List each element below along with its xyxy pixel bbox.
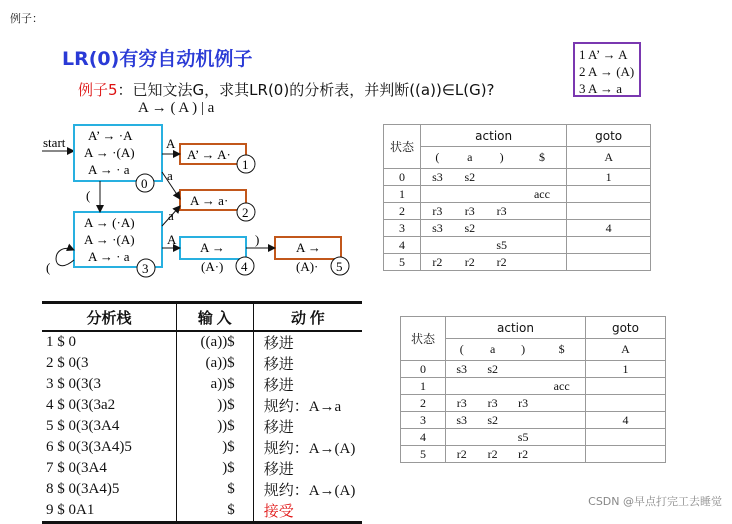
action-cell (538, 395, 585, 412)
action-cell: r2 (487, 446, 498, 461)
action-cell (454, 237, 486, 254)
action-cell (508, 361, 538, 378)
action-cell: 移进 (263, 357, 294, 373)
action-header: action (421, 125, 567, 147)
state-cell: 4 (384, 237, 421, 254)
analysis-row (42, 479, 362, 500)
input-cell: ((a))$ (176, 331, 253, 353)
edge-3-3-loop (56, 248, 74, 265)
action-cell: r2 (464, 254, 475, 269)
state-0-number: 0 (141, 176, 148, 191)
state-0-item-2: A → ·(A) (84, 145, 135, 160)
action-cell: 规约：A→(A) (263, 441, 356, 457)
grammar-rules-box (573, 42, 641, 97)
state-3-item-2: A → ·(A) (84, 232, 135, 247)
parse-table-row (384, 169, 651, 186)
parse-table-top (383, 124, 651, 271)
state-header: 状态 (401, 317, 446, 361)
action-cell: r3 (496, 203, 507, 218)
action-cell (421, 237, 454, 254)
state-4 (180, 237, 254, 275)
goto-cell: 4 (605, 220, 612, 235)
symbol-header: ) (499, 150, 504, 164)
input-cell: $ (176, 500, 253, 523)
action-cell: r2 (456, 446, 467, 461)
parse-table-row (384, 220, 651, 237)
goto-cell (567, 254, 651, 271)
edge-label-close-4-5: ) (255, 232, 260, 247)
action-cell: acc (518, 186, 567, 203)
action-cell (518, 169, 567, 186)
symbol-header: ( (459, 342, 464, 356)
state-4-number: 4 (241, 259, 248, 274)
action-cell (486, 169, 518, 186)
analysis-row (42, 458, 362, 479)
goto-header: goto (585, 317, 665, 339)
state-cell: 4 (401, 429, 446, 446)
goto-cell: 4 (622, 412, 629, 427)
edge-label-a-3-2: a (168, 208, 174, 223)
goto-cell (585, 378, 665, 395)
state-3-item-1: A → (·A) (84, 215, 135, 230)
example-statement (78, 79, 495, 100)
analysis-row (42, 353, 362, 374)
action-cell (477, 429, 507, 446)
action-cell: 规约：A→a (263, 399, 342, 415)
state-1 (180, 144, 255, 173)
action-cell (454, 186, 486, 203)
action-cell (518, 220, 567, 237)
parse-table-row (401, 412, 666, 429)
action-cell: r2 (518, 446, 529, 461)
action-cell: acc (538, 378, 585, 395)
action-cell: 移进 (263, 462, 294, 478)
symbol-header: $ (518, 147, 567, 169)
action-cell (508, 378, 538, 395)
state-cell: 0 (384, 169, 421, 186)
state-cell: 1 (401, 378, 446, 395)
action-cell: s3 (456, 361, 468, 376)
stack-cell: 6 $ 0(3(3A4)5 (42, 437, 176, 458)
rule-2: 2 A → (A) (579, 64, 635, 79)
state-cell: 1 (384, 186, 421, 203)
symbol-header: ( (435, 150, 440, 164)
state-cell: 2 (401, 395, 446, 412)
input-cell: ))$ (176, 416, 253, 437)
action-cell: r3 (464, 203, 475, 218)
state-2 (180, 190, 255, 221)
stack-cell: 1 $ 0 (42, 331, 176, 353)
action-cell (477, 378, 507, 395)
watermark: CSDN @早点打完工去睡觉 (588, 495, 722, 508)
parse-table-row (384, 203, 651, 220)
symbol-header: a (467, 150, 473, 164)
action-cell: 移进 (263, 378, 294, 394)
edge-label-A-3-4: A (167, 232, 177, 247)
edge-label-paren-0-3: ( (86, 188, 91, 203)
parse-table-row (401, 395, 666, 412)
parse-table-row (401, 429, 666, 446)
parse-table-row (401, 378, 666, 395)
state-0 (74, 125, 162, 192)
state-5-item-2: (A)· (296, 259, 319, 274)
input-cell: $ (176, 479, 253, 500)
state-0-item-3: A → · a (88, 162, 130, 177)
input-cell: a))$ (176, 374, 253, 395)
state-5-item-1: A → (296, 240, 321, 255)
stack-cell: 4 $ 0(3(3a2 (42, 395, 176, 416)
parse-table-row (384, 254, 651, 271)
action-cell: s2 (487, 412, 498, 427)
action-cell: r3 (487, 395, 498, 410)
action-cell: s5 (517, 429, 529, 444)
action-cell: 移进 (263, 420, 294, 436)
input-cell: )$ (176, 437, 253, 458)
goto-cell (585, 429, 665, 446)
state-cell: 3 (401, 412, 446, 429)
goto-cell (585, 395, 665, 412)
action-cell: r3 (456, 395, 467, 410)
action-cell (446, 378, 478, 395)
input-cell: )$ (176, 458, 253, 479)
edge-label-A-0-1: A (166, 136, 176, 151)
action-cell: s3 (432, 220, 443, 235)
goto-cell (567, 203, 651, 220)
stack-cell: 5 $ 0(3(3A4 (42, 416, 176, 437)
state-cell: 3 (384, 220, 421, 237)
symbol-header: a (489, 342, 496, 356)
action-cell (518, 254, 567, 271)
analysis-row (42, 500, 362, 523)
action-cell (486, 220, 518, 237)
action-cell (446, 429, 478, 446)
action-cell: s2 (487, 361, 498, 376)
state-1-number: 1 (242, 157, 249, 172)
parse-table-row (401, 446, 666, 463)
symbol-header: A (621, 342, 630, 356)
goto-cell: 1 (622, 361, 629, 376)
state-5 (275, 237, 349, 275)
goto-cell: 1 (605, 169, 612, 184)
stack-header: 分析栈 (42, 303, 176, 332)
parse-table-bottom (400, 316, 666, 463)
parse-table-row (384, 237, 651, 254)
symbol-header: $ (538, 339, 585, 361)
stack-cell: 2 $ 0(3 (42, 353, 176, 374)
analysis-row (42, 331, 362, 353)
stack-cell: 7 $ 0(3A4 (42, 458, 176, 479)
goto-cell (567, 186, 651, 203)
state-cell: 2 (384, 203, 421, 220)
goto-cell (585, 446, 665, 463)
action-cell (538, 446, 585, 463)
analysis-row (42, 437, 362, 458)
action-cell (538, 429, 585, 446)
lr0-automaton-diagram (30, 120, 360, 290)
rule-3: 3 A → a (579, 81, 622, 96)
edge-label-a-0-2: a (167, 168, 173, 183)
action-cell: r2 (496, 254, 507, 269)
grammar-line: A → ( A ) | a (138, 100, 215, 116)
action-cell (518, 203, 567, 220)
stack-cell: 3 $ 0(3(3 (42, 374, 176, 395)
state-3 (74, 212, 162, 277)
edge-label-paren-loop: ( (46, 260, 51, 275)
state-3-number: 3 (142, 261, 149, 276)
state-cell: 5 (384, 254, 421, 271)
analysis-row (42, 395, 362, 416)
parse-table-row (384, 186, 651, 203)
action-cell: s2 (464, 169, 476, 184)
action-cell: 移进 (263, 336, 294, 352)
state-header: 状态 (384, 125, 421, 169)
action-cell: r3 (432, 203, 443, 218)
goto-cell (567, 237, 651, 254)
caption: 例子： (10, 12, 43, 25)
action-cell: r3 (518, 395, 529, 410)
action-cell (421, 186, 454, 203)
analysis-row (42, 416, 362, 437)
action-cell: s5 (496, 237, 507, 252)
action-cell: s3 (456, 412, 468, 427)
state-2-number: 2 (242, 205, 249, 220)
input-cell: (a))$ (176, 353, 253, 374)
action-cell (538, 412, 585, 429)
input-header: 输 入 (176, 303, 253, 332)
state-cell: 0 (401, 361, 446, 378)
action-col-header: 动 作 (290, 310, 325, 327)
action-cell: r2 (432, 254, 443, 269)
rule-1: 1 A’ → A (579, 47, 628, 62)
action-cell (486, 186, 518, 203)
accept-action-cell: 接受 (263, 504, 294, 520)
example-label: 例子5 (78, 81, 118, 99)
action-cell: 规约：A→(A) (263, 483, 356, 499)
state-0-item-1: A’ → ·A (88, 128, 133, 143)
state-5-number: 5 (336, 259, 343, 274)
example-text: ：已知文法G，求其LR(0)的分析表，并判断((a))∈L(G)? (117, 81, 495, 99)
action-cell (538, 361, 585, 378)
action-cell: s2 (464, 220, 476, 235)
stack-cell: 8 $ 0(3A4)5 (42, 479, 176, 500)
action-cell (508, 412, 538, 429)
action-cell: s3 (432, 169, 443, 184)
analysis-row (42, 374, 362, 395)
stack-cell: 9 $ 0A1 (42, 500, 176, 523)
action-header: action (446, 317, 586, 339)
state-1-item-1: A’ → A· (187, 147, 231, 162)
state-3-item-3: A → · a (88, 249, 130, 264)
start-label: start (43, 135, 66, 150)
analysis-process-table (42, 301, 362, 524)
state-4-item-1: A → (200, 240, 225, 255)
symbol-header: ) (521, 342, 526, 356)
state-2-item-1: A → a· (190, 193, 229, 208)
symbol-header: A (604, 150, 613, 164)
state-4-item-2: (A·) (201, 259, 224, 274)
goto-header: goto (567, 125, 651, 147)
slide-title: LR(0)有穷自动机例子 (62, 48, 253, 70)
action-cell (518, 237, 567, 254)
state-cell: 5 (401, 446, 446, 463)
parse-table-row (401, 361, 666, 378)
input-cell: ))$ (176, 395, 253, 416)
